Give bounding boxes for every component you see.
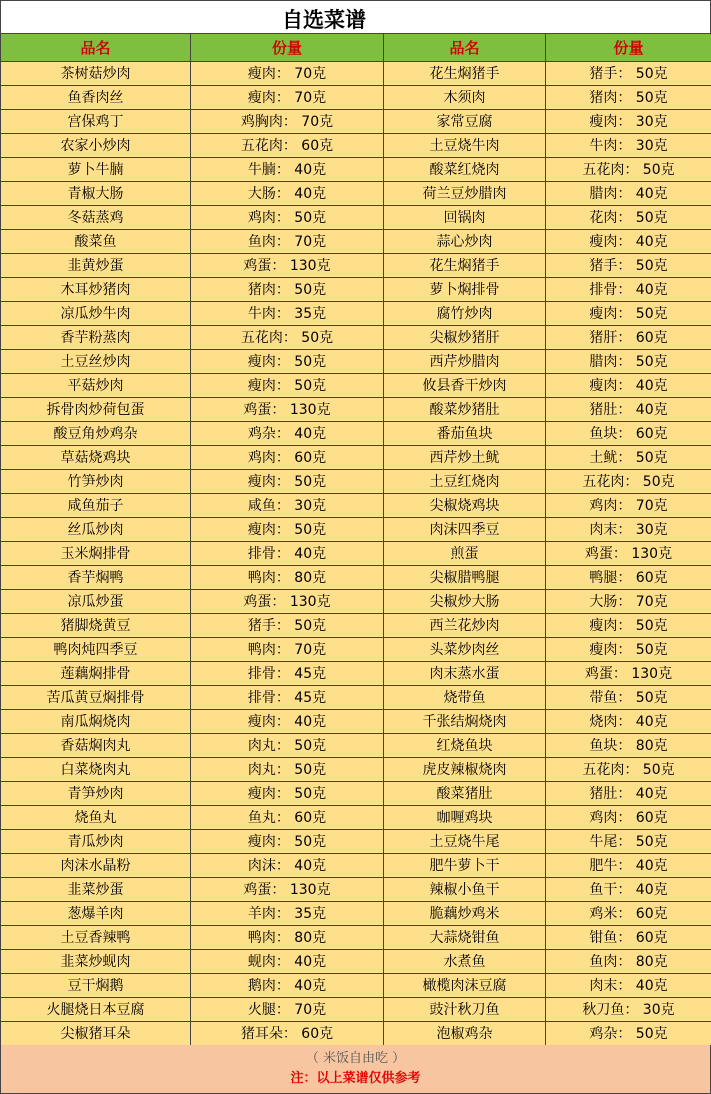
dish-name-cell: 豉汁秋刀鱼 [384,998,546,1022]
dish-name-cell: 蒜心炒肉 [384,230,546,254]
portion-cell: 猪肚： 40克 [546,398,711,422]
table-row [1,734,711,758]
header-portion-1: 份量 [191,34,384,62]
dish-name-cell: 千张结焖烧肉 [384,710,546,734]
portion-cell: 鹅肉： 40克 [191,974,384,998]
portion-cell: 鸡杂： 50克 [546,1022,711,1046]
table-row [1,518,711,542]
portion-cell: 土鱿： 50克 [546,446,711,470]
dish-name-cell: 酸菜猪肚 [384,782,546,806]
portion-cell: 腊肉： 50克 [546,350,711,374]
portion-cell: 瘦肉： 40克 [546,230,711,254]
portion-cell: 瘦肉： 70克 [191,86,384,110]
portion-cell: 鸡蛋： 130克 [191,254,384,278]
table-row [1,710,711,734]
portion-cell: 瘦肉： 40克 [546,374,711,398]
dish-name-cell: 花生焖猪手 [384,254,546,278]
portion-cell: 五花肉： 60克 [191,134,384,158]
dish-name-cell: 辣椒小鱼干 [384,878,546,902]
table-row [1,566,711,590]
dish-name-cell: 酸菜炒猪肚 [384,398,546,422]
table-row [1,950,711,974]
dish-name-cell: 韭菜炒蛋 [1,878,191,902]
portion-cell: 鸡米： 60克 [546,902,711,926]
table-row [1,830,711,854]
dish-name-cell: 土豆红烧肉 [384,470,546,494]
dish-name-cell: 尖椒炒大肠 [384,590,546,614]
portion-cell: 鸡蛋： 130克 [191,590,384,614]
header-dish-name-2: 品名 [384,34,546,62]
dish-name-cell: 农家小炒肉 [1,134,191,158]
dish-name-cell: 回锅肉 [384,206,546,230]
dish-name-cell: 萝卜焖排骨 [384,278,546,302]
portion-cell: 猪肉： 50克 [546,86,711,110]
portion-cell: 牛尾： 50克 [546,830,711,854]
table-row [1,278,711,302]
portion-cell: 五花肉： 50克 [191,326,384,350]
table-row [1,158,711,182]
dish-name-cell: 青笋炒肉 [1,782,191,806]
menu-body [1,62,711,1046]
dish-name-cell: 酸菜红烧肉 [384,158,546,182]
portion-cell: 猪手： 50克 [191,614,384,638]
dish-name-cell: 大蒜烧钳鱼 [384,926,546,950]
portion-cell: 鱼肉： 80克 [546,950,711,974]
dish-name-cell: 咸鱼茄子 [1,494,191,518]
dish-name-cell: 尖椒烧鸡块 [384,494,546,518]
dish-name-cell: 莲藕焖排骨 [1,662,191,686]
table-row [1,110,711,134]
dish-name-cell: 竹笋炒肉 [1,470,191,494]
table-row [1,422,711,446]
portion-cell: 鸭肉： 80克 [191,566,384,590]
dish-name-cell: 香芋粉蒸肉 [1,326,191,350]
dish-name-cell: 番茄鱼块 [384,422,546,446]
portion-cell: 鸭肉： 80克 [191,926,384,950]
portion-cell: 大肠： 40克 [191,182,384,206]
dish-name-cell: 橄榄肉沫豆腐 [384,974,546,998]
table-row [1,542,711,566]
portion-cell: 肥牛： 40克 [546,854,711,878]
portion-cell: 腊肉： 40克 [546,182,711,206]
table-row [1,182,711,206]
dish-name-cell: 葱爆羊肉 [1,902,191,926]
dish-name-cell: 土豆丝炒肉 [1,350,191,374]
dish-name-cell: 肉沫四季豆 [384,518,546,542]
table-row [1,854,711,878]
portion-cell: 鸡蛋： 130克 [546,662,711,686]
table-row [1,590,711,614]
menu-table [0,33,711,1046]
dish-name-cell: 泡椒鸡杂 [384,1022,546,1046]
disclaimer-note: 注：以上菜谱仅供参考 [290,1071,421,1086]
portion-cell: 鱼块： 60克 [546,422,711,446]
dish-name-cell: 酸菜鱼 [1,230,191,254]
portion-cell: 瘦肉： 50克 [191,470,384,494]
portion-cell: 蚬肉： 40克 [191,950,384,974]
dish-name-cell: 土豆烧牛尾 [384,830,546,854]
dish-name-cell: 腐竹炒肉 [384,302,546,326]
dish-name-cell: 冬菇蒸鸡 [1,206,191,230]
dish-name-cell: 肥牛萝卜干 [384,854,546,878]
dish-name-cell: 木须肉 [384,86,546,110]
portion-cell: 鸭肉： 70克 [191,638,384,662]
dish-name-cell: 鸭肉炖四季豆 [1,638,191,662]
dish-name-cell: 土豆香辣鸭 [1,926,191,950]
table-row [1,1022,711,1046]
portion-cell: 五花肉： 50克 [546,158,711,182]
table-row [1,662,711,686]
dish-name-cell: 肉末蒸水蛋 [384,662,546,686]
table-row [1,686,711,710]
dish-name-cell: 尖椒腊鸭腿 [384,566,546,590]
portion-cell: 牛肉： 35克 [191,302,384,326]
portion-cell: 瘦肉： 50克 [546,302,711,326]
dish-name-cell: 青瓜炒肉 [1,830,191,854]
portion-cell: 鸡蛋： 130克 [191,398,384,422]
dish-name-cell: 苦瓜黄豆焖排骨 [1,686,191,710]
portion-cell: 鸡肉： 70克 [546,494,711,518]
table-row [1,758,711,782]
portion-cell: 鸡蛋： 130克 [191,878,384,902]
dish-name-cell: 烧带鱼 [384,686,546,710]
table-row [1,302,711,326]
table-row [1,230,711,254]
portion-cell: 鸡肉： 60克 [191,446,384,470]
dish-name-cell: 虎皮辣椒烧肉 [384,758,546,782]
dish-name-cell: 丝瓜炒肉 [1,518,191,542]
dish-name-cell: 萝卜牛腩 [1,158,191,182]
portion-cell: 猪手： 50克 [546,62,711,86]
portion-cell: 肉末： 30克 [546,518,711,542]
dish-name-cell: 红烧鱼块 [384,734,546,758]
dish-name-cell: 肉沫水晶粉 [1,854,191,878]
dish-name-cell: 白菜烧肉丸 [1,758,191,782]
portion-cell: 钳鱼： 60克 [546,926,711,950]
portion-cell: 猪肉： 50克 [191,278,384,302]
dish-name-cell: 烧鱼丸 [1,806,191,830]
dish-name-cell: 荷兰豆炒腊肉 [384,182,546,206]
dish-name-cell: 韭菜炒蚬肉 [1,950,191,974]
portion-cell: 瘦肉： 50克 [191,518,384,542]
dish-name-cell: 尖椒猪耳朵 [1,1022,191,1046]
portion-cell: 瘦肉： 50克 [191,830,384,854]
portion-cell: 鸡杂： 40克 [191,422,384,446]
dish-name-cell: 攸县香干炒肉 [384,374,546,398]
portion-cell: 肉沫： 40克 [191,854,384,878]
table-row [1,470,711,494]
dish-name-cell: 水煮鱼 [384,950,546,974]
portion-cell: 鱼丸： 60克 [191,806,384,830]
page-title: 自选菜谱 [282,8,366,32]
rice-note: （ 米饭自由吃 ） [305,1051,406,1066]
table-row [1,254,711,278]
portion-cell: 肉末： 40克 [546,974,711,998]
portion-cell: 猪肝： 60克 [546,326,711,350]
dish-name-cell: 西芹炒土鱿 [384,446,546,470]
dish-name-cell: 鱼香肉丝 [1,86,191,110]
portion-cell: 瘦肉： 40克 [191,710,384,734]
portion-cell: 鸡肉： 50克 [191,206,384,230]
header-row [1,34,711,62]
portion-cell: 瘦肉： 50克 [546,614,711,638]
dish-name-cell: 花生焖猪手 [384,62,546,86]
dish-name-cell: 酸豆角炒鸡杂 [1,422,191,446]
table-row [1,134,711,158]
table-row [1,326,711,350]
dish-name-cell: 草菇烧鸡块 [1,446,191,470]
table-row [1,614,711,638]
portion-cell: 火腿： 70克 [191,998,384,1022]
table-row [1,350,711,374]
portion-cell: 烧肉： 40克 [546,710,711,734]
portion-cell: 鸡肉： 60克 [546,806,711,830]
portion-cell: 猪耳朵： 60克 [191,1022,384,1046]
dish-name-cell: 脆藕炒鸡米 [384,902,546,926]
table-row [1,398,711,422]
table-row [1,62,711,86]
portion-cell: 羊肉： 35克 [191,902,384,926]
title-bar [0,0,711,33]
table-row [1,806,711,830]
table-row [1,974,711,998]
portion-cell: 五花肉： 50克 [546,470,711,494]
table-row [1,998,711,1022]
portion-cell: 秋刀鱼： 30克 [546,998,711,1022]
table-row [1,206,711,230]
table-row [1,878,711,902]
portion-cell: 鸡胸肉： 70克 [191,110,384,134]
portion-cell: 瘦肉： 70克 [191,62,384,86]
dish-name-cell: 豆干焖鹅 [1,974,191,998]
dish-name-cell: 凉瓜炒牛肉 [1,302,191,326]
dish-name-cell: 宫保鸡丁 [1,110,191,134]
portion-cell: 排骨： 40克 [191,542,384,566]
portion-cell: 牛肉： 30克 [546,134,711,158]
table-row [1,638,711,662]
dish-name-cell: 猪脚烧黄豆 [1,614,191,638]
portion-cell: 猪手： 50克 [546,254,711,278]
portion-cell: 肉丸： 50克 [191,758,384,782]
portion-cell: 咸鱼： 30克 [191,494,384,518]
dish-name-cell: 家常豆腐 [384,110,546,134]
portion-cell: 瘦肉： 50克 [191,374,384,398]
table-row [1,374,711,398]
table-row [1,494,711,518]
header-dish-name-1: 品名 [1,34,191,62]
portion-cell: 猪肚： 40克 [546,782,711,806]
portion-cell: 瘦肉： 50克 [546,638,711,662]
dish-name-cell: 木耳炒猪肉 [1,278,191,302]
dish-name-cell: 土豆烧牛肉 [384,134,546,158]
portion-cell: 鱼干： 40克 [546,878,711,902]
table-row [1,902,711,926]
portion-cell: 五花肉： 50克 [546,758,711,782]
portion-cell: 排骨： 40克 [546,278,711,302]
dish-name-cell: 香芋焖鸭 [1,566,191,590]
portion-cell: 牛腩： 40克 [191,158,384,182]
dish-name-cell: 头菜炒肉丝 [384,638,546,662]
table-row [1,446,711,470]
portion-cell: 瘦肉： 50克 [191,350,384,374]
dish-name-cell: 香菇焖肉丸 [1,734,191,758]
dish-name-cell: 西兰花炒肉 [384,614,546,638]
dish-name-cell: 青椒大肠 [1,182,191,206]
portion-cell: 带鱼： 50克 [546,686,711,710]
dish-name-cell: 南瓜焖烧肉 [1,710,191,734]
table-row [1,782,711,806]
dish-name-cell: 玉米焖排骨 [1,542,191,566]
portion-cell: 鱼块： 80克 [546,734,711,758]
dish-name-cell: 煎蛋 [384,542,546,566]
portion-cell: 瘦肉： 50克 [191,782,384,806]
portion-cell: 鸭腿： 60克 [546,566,711,590]
dish-name-cell: 尖椒炒猪肝 [384,326,546,350]
dish-name-cell: 西芹炒腊肉 [384,350,546,374]
dish-name-cell: 茶树菇炒肉 [1,62,191,86]
dish-name-cell: 凉瓜炒蛋 [1,590,191,614]
dish-name-cell: 韭黄炒蛋 [1,254,191,278]
footer [0,1045,711,1094]
portion-cell: 排骨： 45克 [191,686,384,710]
table-row [1,86,711,110]
dish-name-cell: 咖喱鸡块 [384,806,546,830]
portion-cell: 肉丸： 50克 [191,734,384,758]
header-portion-2: 份量 [546,34,711,62]
portion-cell: 花肉： 50克 [546,206,711,230]
dish-name-cell: 平菇炒肉 [1,374,191,398]
portion-cell: 大肠： 70克 [546,590,711,614]
table-row [1,926,711,950]
portion-cell: 鱼肉： 70克 [191,230,384,254]
portion-cell: 排骨： 45克 [191,662,384,686]
dish-name-cell: 拆骨肉炒荷包蛋 [1,398,191,422]
portion-cell: 鸡蛋： 130克 [546,542,711,566]
dish-name-cell: 火腿烧日本豆腐 [1,998,191,1022]
portion-cell: 瘦肉： 30克 [546,110,711,134]
